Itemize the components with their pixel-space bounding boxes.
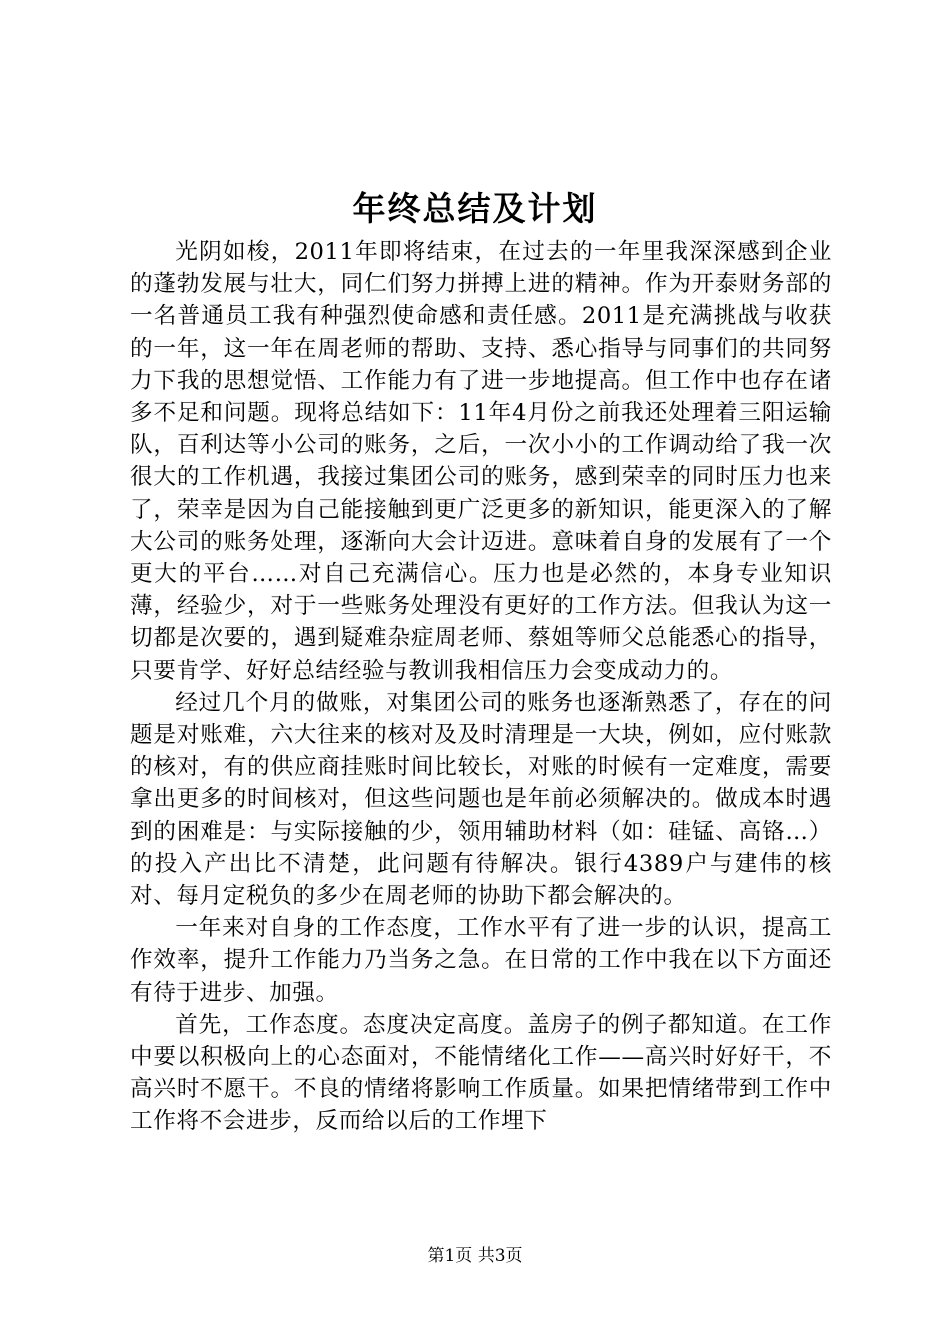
paragraph-4: 首先，工作态度。态度决定高度。盖房子的例子都知道。在工作中要以积极向上的心态面对，不能情绪化工作——高兴时好好干，不高兴时不愿干。不良的情绪将影响工作质量。如果把情绪带到工作中工作将不会进步，反而给以后的工作埋下 — [130, 1011, 832, 1135]
paragraph-3: 一年来对自身的工作态度，工作水平有了进一步的认识，提高工作效率，提升工作能力乃当务之急。在日常的工作中我在以下方面还有待于进步、加强。 — [130, 915, 832, 1006]
paragraph-2: 经过几个月的做账，对集团公司的账务也逐渐熟悉了，存在的问题是对账难，六大往来的核对及及时清理是一大块，例如，应付账款的核对，有的供应商挂账时间比较长，对账的时候有一定难度，需要拿出更多的时间核对，但这些问题也是年前必须解决的。做成本时遇到的困难是：与实际接触的少，领用辅助材料（如：硅锰、高铬…）的投入产出比不清楚，此问题有待解决。银行4389户与建伟的核对、每月定税负的多少在周老师的协助下都会解决的。 — [130, 689, 832, 910]
document-body — [130, 236, 832, 1138]
page-number-footer: 第1页 共3页 — [427, 1246, 523, 1266]
paragraph-1: 光阴如梭，2011年即将结束，在过去的一年里我深深感到企业的蓬勃发展与壮大，同仁们努力拼搏上进的精神。作为开泰财务部的一名普通员工我有种强烈使命感和责任感。2011是充满挑战与收获的一年，这一年在周老师的帮助、支持、悉心指导与同事们的共同努力下我的思想觉悟、工作能力有了进一步地提高。但工作中也存在诸多不足和问题。现将总结如下：11年4月份之前我还处理着三阳运输队，百利达等小公司的账务，之后，一次小小的工作调动给了我一次很大的工作机遇，我接过集团公司的账务，感到荣幸的同时压力也来了，荣幸是因为自己能接触到更广泛更多的新知识，能更深入的了解大公司的账务处理，逐渐向大会计迈进。意味着自身的发展有了一个更大的平台……对自己充满信心。压力也是必然的，本身专业知识薄，经验少，对于一些账务处理没有更好的工作方法。但我认为这一切都是次要的，遇到疑难杂症周老师、蔡姐等师父总能悉心的指导，只要肯学、好好总结经验与教训我相信压力会变成动力的。 — [130, 239, 832, 684]
document-title: 年终总结及计划 — [352, 189, 598, 228]
